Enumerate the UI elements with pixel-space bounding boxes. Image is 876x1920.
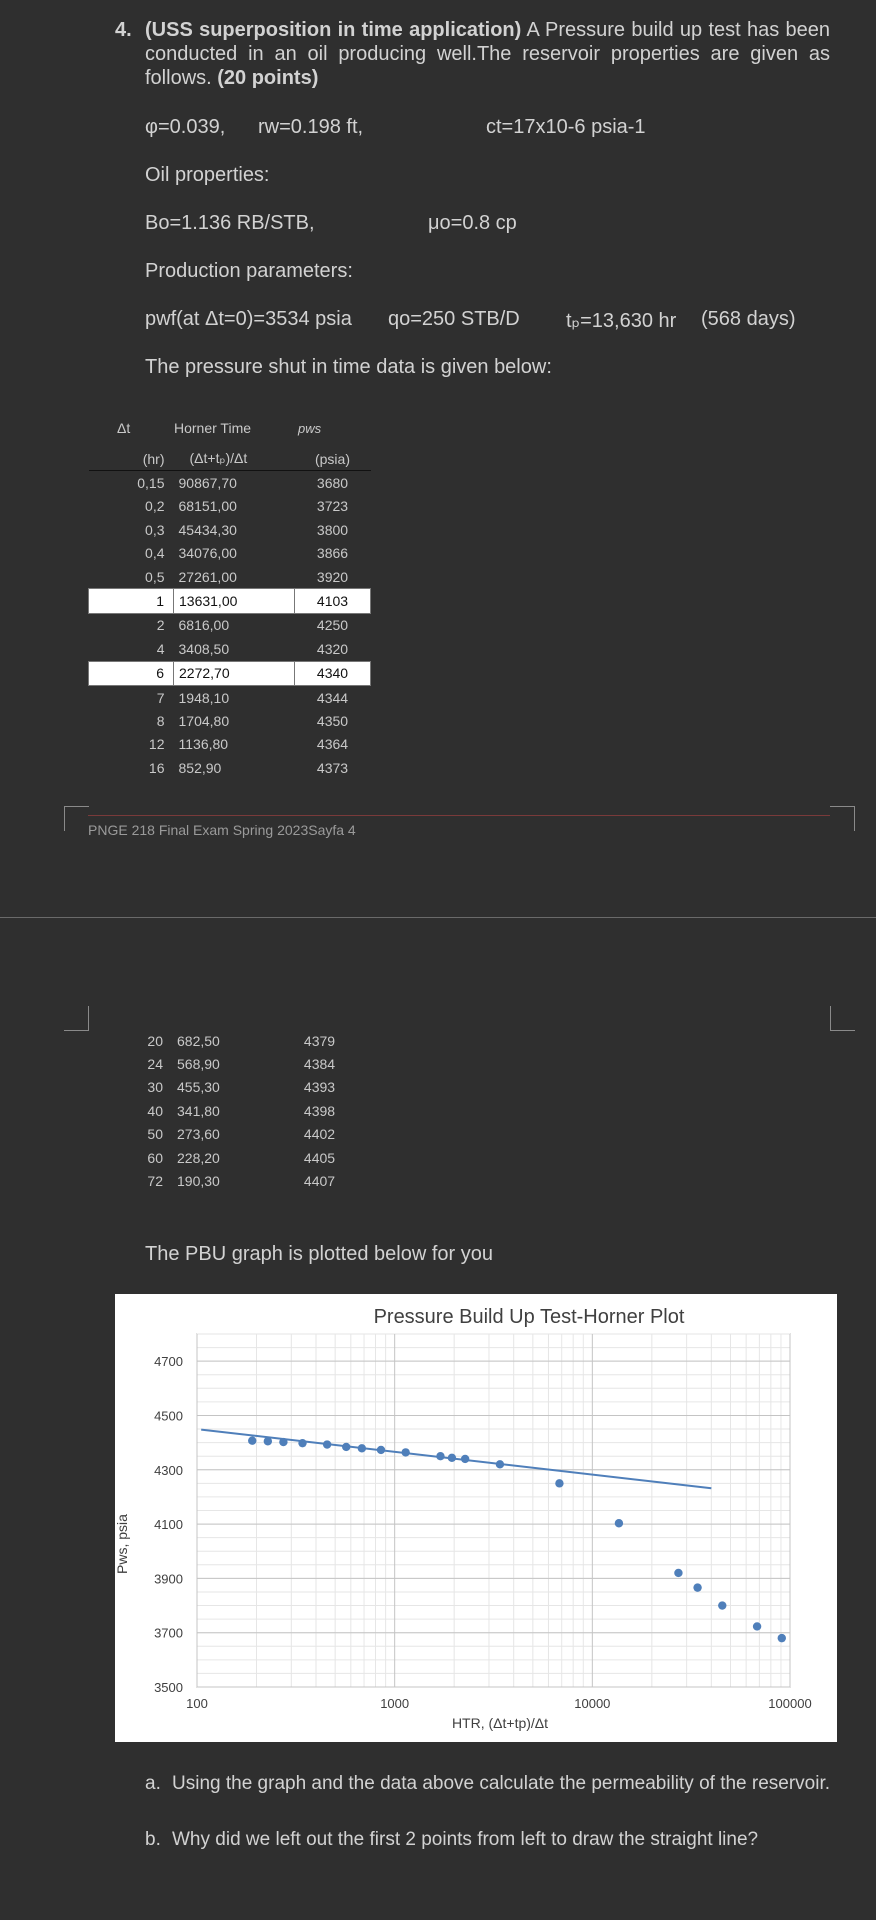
- cell-pws: 3920: [316, 568, 349, 585]
- tp-days: (568 days): [701, 308, 796, 330]
- table-row: [88, 1099, 357, 1122]
- table-row: [89, 685, 371, 709]
- x-tick-label: 10000: [574, 1696, 611, 1711]
- data-point: [323, 1440, 331, 1448]
- cell-horner: 34076,00: [178, 545, 237, 562]
- pbu-intro: The PBU graph is plotted below for you: [145, 1243, 493, 1265]
- cell-dt: 4: [156, 640, 165, 657]
- cell-horner: 45434,30: [178, 521, 237, 538]
- cell-pws: 4384: [303, 1056, 336, 1073]
- data-point: [264, 1437, 272, 1445]
- data-point: [436, 1452, 444, 1460]
- cell-dt: 50: [147, 1126, 163, 1143]
- cell-dt: 12: [148, 736, 165, 753]
- cell-dt: 0,15: [137, 475, 165, 492]
- data-point: [401, 1448, 409, 1456]
- chart-x-axis-label: HTR, (Δt+tp)/Δt: [451, 1715, 549, 1731]
- oil-properties-heading: Oil properties:: [145, 164, 270, 186]
- y-tick-label: 4700: [154, 1354, 183, 1370]
- data-point: [555, 1479, 563, 1487]
- cell-horner: 90867,70: [178, 475, 237, 492]
- cell-pws: 3800: [316, 521, 349, 538]
- cell-dt: 0,4: [145, 545, 165, 562]
- horner-plot-svg: [115, 1294, 837, 1742]
- cell-horner: 568,90: [177, 1056, 220, 1073]
- tp-value: tₚ=13,630 hr: [566, 310, 677, 332]
- cell-dt: 60: [147, 1149, 163, 1166]
- table-row: [89, 495, 371, 518]
- chart-y-axis-label: Pws, psia: [115, 1514, 130, 1574]
- y-tick-label: 4300: [154, 1462, 183, 1478]
- cell-dt: 16: [148, 759, 165, 776]
- cell-horner: 852,90: [178, 759, 222, 776]
- data-point: [448, 1454, 456, 1462]
- horner-plot: [115, 1294, 837, 1742]
- data-point: [342, 1443, 350, 1451]
- x-tick-label: 100000: [768, 1696, 812, 1711]
- table-row: [89, 542, 371, 565]
- data-table-continued: [88, 1029, 357, 1193]
- col-header-pws: pws: [298, 421, 322, 436]
- question-paragraph: [115, 18, 830, 90]
- cell-pws: 4393: [303, 1079, 336, 1096]
- cell-dt: 40: [147, 1102, 163, 1119]
- data-point: [358, 1444, 366, 1452]
- table-row: [88, 1052, 357, 1075]
- cell-horner: 1948,10: [178, 689, 230, 706]
- x-tick-label: 1000: [380, 1696, 410, 1711]
- cell-horner: 2272,70: [174, 661, 295, 685]
- question-a: [145, 1773, 830, 1795]
- cell-dt: 0,2: [145, 498, 165, 515]
- question-a-text: Using the graph and the data above calculate the permeability of the reservoir.: [172, 1773, 831, 1794]
- y-tick-label: 3500: [154, 1680, 183, 1695]
- y-tick-label: 4500: [154, 1408, 183, 1424]
- question-b-text: Why did we left out the first 2 points from left to draw the straight line?: [172, 1829, 759, 1850]
- data-point: [279, 1438, 287, 1446]
- footer-line: [88, 815, 830, 816]
- rw-value: rw=0.198 ft,: [258, 116, 364, 138]
- cell-pws: 4373: [316, 759, 349, 776]
- cell-pws: 4407: [303, 1173, 336, 1190]
- production-heading: Production parameters:: [145, 260, 353, 282]
- data-point: [693, 1583, 701, 1591]
- table-row: [88, 1169, 357, 1192]
- page-corner-mark: [830, 806, 855, 831]
- cell-dt: 0,5: [145, 568, 165, 585]
- cell-pws: 4103: [295, 589, 371, 613]
- table-units-row: [89, 447, 371, 471]
- units-pws: (psia): [295, 447, 371, 471]
- data-point: [248, 1437, 256, 1445]
- data-point: [718, 1601, 726, 1609]
- table-row: [89, 756, 371, 779]
- table-row: [89, 733, 371, 756]
- cell-horner: 3408,50: [178, 640, 230, 657]
- cell-horner: 68151,00: [178, 498, 237, 515]
- data-point: [461, 1455, 469, 1463]
- cell-pws: 3680: [316, 475, 349, 492]
- cell-horner: 228,20: [177, 1149, 220, 1166]
- question-b-label: b.: [145, 1829, 161, 1850]
- cell-pws: 4320: [316, 640, 349, 657]
- question-a-label: a.: [145, 1773, 161, 1794]
- question-intro: A Pressure build up test has been conducted in an oil producing well.The reservoir properties are given as follows.: [145, 19, 830, 89]
- data-point: [674, 1569, 682, 1577]
- cell-dt: 24: [147, 1056, 163, 1073]
- pwf-value: pwf(at Δt=0)=3534 psia: [145, 308, 352, 330]
- table-row: [89, 589, 371, 613]
- cell-horner: 455,30: [177, 1079, 220, 1096]
- cell-horner: 27261,00: [178, 568, 237, 585]
- cell-horner: 190,30: [177, 1173, 220, 1190]
- data-point: [778, 1634, 786, 1642]
- page-corner-mark: [64, 1006, 89, 1031]
- table-row: [89, 565, 371, 589]
- cell-pws: 4405: [303, 1149, 336, 1166]
- cell-dt: 72: [147, 1173, 163, 1190]
- cell-horner: 682,50: [177, 1032, 220, 1049]
- cell-dt: 8: [156, 712, 165, 729]
- cell-horner: 273,60: [177, 1126, 220, 1143]
- table-row: [89, 613, 371, 637]
- cell-pws: 4350: [316, 712, 349, 729]
- table-row: [88, 1076, 357, 1099]
- cell-dt: 2: [156, 617, 165, 634]
- cell-dt: 0,3: [145, 521, 165, 538]
- data-point: [615, 1519, 623, 1527]
- y-tick-label: 3900: [154, 1571, 183, 1587]
- table-row: [89, 709, 371, 732]
- qo-value: qo=250 STB/D: [388, 308, 520, 330]
- cell-horner: 13631,00: [174, 589, 295, 613]
- col-header-horner: Horner Time: [174, 420, 252, 436]
- cell-dt: 20: [147, 1032, 163, 1049]
- data-intro: The pressure shut in time data is given below:: [145, 356, 552, 378]
- cell-dt: 6: [89, 661, 174, 685]
- page-corner-mark: [830, 1006, 855, 1031]
- page-footer: PNGE 218 Final Exam Spring 2023Sayfa 4: [88, 822, 356, 838]
- mu-value: μo=0.8 cp: [428, 212, 517, 234]
- phi-value: φ=0.039,: [145, 116, 226, 138]
- x-tick-label: 100: [186, 1696, 208, 1711]
- table-row: [88, 1146, 357, 1169]
- question-b: [145, 1829, 830, 1851]
- cell-pws: 4402: [303, 1126, 336, 1143]
- cell-pws: 3866: [316, 545, 349, 562]
- y-tick-label: 4100: [154, 1517, 183, 1533]
- table-row: [89, 661, 371, 685]
- page-break: [0, 917, 876, 918]
- cell-dt: 30: [147, 1079, 163, 1096]
- table-row: [89, 471, 371, 495]
- data-point: [298, 1439, 306, 1447]
- cell-pws: 4364: [316, 736, 349, 753]
- data-table-page1: [88, 447, 371, 779]
- cell-horner: 1704,80: [178, 712, 230, 729]
- bo-value: Bo=1.136 RB/STB,: [145, 212, 315, 234]
- col-header-dt: Δt: [117, 420, 131, 436]
- y-tick-label: 3700: [154, 1625, 183, 1641]
- cell-pws: 4379: [303, 1032, 336, 1049]
- data-point: [753, 1622, 761, 1630]
- data-table: [88, 447, 371, 779]
- cell-horner: 6816,00: [178, 617, 230, 634]
- chart-title: Pressure Build Up Test-Horner Plot: [373, 1306, 685, 1328]
- cell-dt: 1: [89, 589, 174, 613]
- cell-pws: 4398: [303, 1102, 336, 1119]
- units-dt: (hr): [89, 447, 174, 471]
- cell-pws: 4340: [295, 661, 371, 685]
- cell-pws: 3723: [316, 498, 349, 515]
- cell-horner: 1136,80: [178, 736, 229, 753]
- cell-pws: 4250: [316, 617, 349, 634]
- table-row: [88, 1029, 357, 1052]
- question-number: 4.: [115, 19, 132, 41]
- question-points: (20 points): [217, 67, 319, 89]
- data-table-page2: [88, 1029, 357, 1193]
- table-row: [89, 637, 371, 661]
- units-horner: (Δt+tₚ)/Δt: [174, 447, 295, 471]
- ct-value: ct=17x10-6 psia-1: [486, 116, 646, 138]
- question-title: (USS superposition in time application): [145, 19, 522, 41]
- cell-dt: 7: [156, 689, 165, 706]
- cell-pws: 4344: [316, 689, 349, 706]
- table-row: [89, 518, 371, 541]
- page-corner-mark: [64, 806, 89, 831]
- table-row: [88, 1123, 357, 1146]
- trendline: [201, 1430, 711, 1489]
- data-point: [377, 1446, 385, 1454]
- data-point: [496, 1460, 504, 1468]
- cell-horner: 341,80: [177, 1102, 220, 1119]
